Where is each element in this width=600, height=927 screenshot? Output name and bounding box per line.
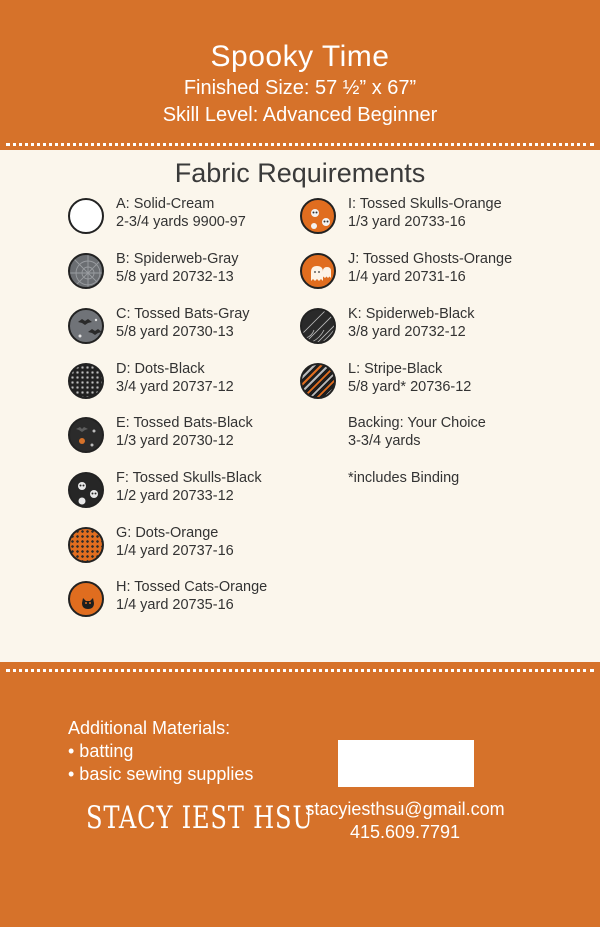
spiderweb-gray-swatch-icon [68,253,104,289]
solid-cream-swatch-icon [68,198,104,234]
fabric-detail: 1/4 yard 20731-16 [348,269,466,285]
skulls-black-swatch-icon [68,472,104,508]
material-item: • batting [68,741,134,761]
blank-label-box [338,740,474,787]
spiderweb-black-swatch-icon [300,308,336,344]
stripe-black-swatch-icon [300,363,336,399]
binding-note: *includes Binding [348,470,460,486]
fabric-name: J: Tossed Ghosts-Orange [348,251,513,267]
fabric-detail: 5/8 yard 20732-13 [116,269,234,285]
skulls-orange-swatch-icon [300,198,336,234]
fabric-name: H: Tossed Cats-Orange [116,579,268,595]
additional-materials-title: Additional Materials: [68,718,231,738]
fabric-name: E: Tossed Bats-Black [116,415,253,431]
contact-phone: 415.609.7791 [349,822,461,842]
dots-black-swatch-icon [68,363,104,399]
pattern-header [0,0,600,140]
pattern-footer [0,680,600,927]
contact-email[interactable]: stacyiesthsu@gmail.com [305,799,505,819]
fabric-detail: 1/3 yard 20730-12 [116,433,234,449]
requirements-heading: Fabric Requirements [174,158,426,188]
fabric-detail: 5/8 yard* 20736-12 [348,379,472,395]
fabric-detail: 1/4 yard 20737-16 [116,543,234,559]
designer-logo: STACY IEST HSU [86,800,314,836]
fabric-name: C: Tossed Bats-Gray [116,306,250,322]
fabric-detail: 1/3 yard 20733-16 [348,214,466,230]
backing-amount: 3-3/4 yards [348,433,421,449]
ghosts-orange-swatch-icon [300,253,336,289]
fabric-name: I: Tossed Skulls-Orange [348,196,502,212]
fabric-name: B: Spiderweb-Gray [116,251,239,267]
fabric-requirements-panel [0,150,600,662]
fabric-name: F: Tossed Skulls-Black [116,470,262,486]
fabric-detail: 1/4 yard 20735-16 [116,597,234,613]
dotted-divider-bottom [6,669,594,672]
dotted-divider-top [6,143,594,146]
finished-size: Finished Size: 57 ½” x 67” [183,77,417,99]
fabric-name: K: Spiderweb-Black [348,306,475,322]
fabric-name: G: Dots-Orange [116,525,219,541]
bats-gray-swatch-icon [68,308,104,344]
cats-orange-swatch-icon [68,581,104,617]
fabric-detail: 3/4 yard 20737-12 [116,379,234,395]
fabric-detail: 2-3/4 yards 9900-97 [116,214,246,230]
fabric-name: L: Stripe-Black [348,361,443,377]
fabric-name: A: Solid-Cream [116,196,215,212]
pattern-title: Spooky Time [210,40,390,73]
bats-black-swatch-icon [68,417,104,453]
fabric-detail: 5/8 yard 20730-13 [116,324,234,340]
dots-orange-swatch-icon [68,527,104,563]
backing-label: Backing: Your Choice [348,415,486,431]
fabric-name: D: Dots-Black [116,361,205,377]
fabric-detail: 3/8 yard 20732-12 [348,324,466,340]
skill-level: Skill Level: Advanced Beginner [162,104,438,126]
material-item: • basic sewing supplies [68,764,254,784]
fabric-detail: 1/2 yard 20733-12 [116,488,234,504]
